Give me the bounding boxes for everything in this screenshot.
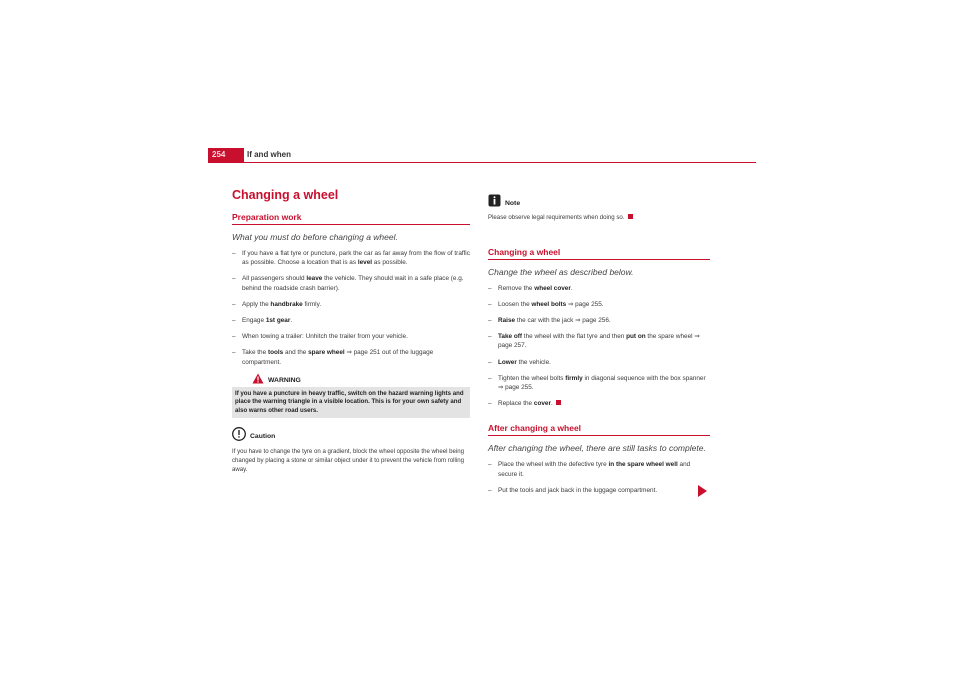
changing-steps (488, 284, 710, 409)
note-text: Please observe legal requirements when doing so. (488, 214, 710, 223)
note-label: Note (505, 199, 521, 207)
section-subtitle: Change the wheel as described below. (488, 266, 634, 277)
next-page-arrow-icon (698, 485, 707, 497)
list-item: – Apply the handbrake firmly. (232, 300, 322, 308)
section-subtitle: After changing the wheel, there are still tasks to complete. (488, 443, 706, 454)
list-item: – Place the wheel with the defective tyre in the spare wheel well and secure it. (488, 461, 691, 478)
list-item: – Take off the wheel with the flat tyre and then put on the spare wheel ⇒ page 257. (488, 333, 700, 350)
list-item: – When towing a trailer: Unhitch the trailer from your vehicle. (232, 333, 408, 341)
left-column (232, 188, 470, 474)
info-note-icon (488, 194, 501, 212)
list-item: – Raise the car with the jack ⇒ page 256. (488, 317, 611, 324)
section-rule (232, 224, 470, 225)
list-item: – Lower the vehicle. (488, 358, 551, 366)
warning-triangle-icon (252, 371, 264, 389)
warning-text: If you have a puncture in heavy traffic, switch on the hazard warning lights and place the warning triangle in a visible location. This is for your own safety and also warns other road users. (232, 387, 470, 419)
warning-label: WARNING (268, 376, 301, 384)
after-steps (488, 460, 710, 495)
page-title: Changing a wheel (232, 188, 339, 202)
list-item: – Loosen the wheel bolts ⇒ page 255. (488, 300, 604, 308)
running-head: If and when (247, 150, 291, 159)
list-item: – Tighten the wheel bolts firmly in diagonal sequence with the box spanner ⇒ page 255. (488, 374, 706, 392)
caution-text: If you have to change the tyre on a gradient, block the wheel opposite the wheel being changed by placing a stone or similar object under it to prevent the vehicle from rolling away. (232, 448, 465, 473)
section-rule (488, 435, 710, 436)
page-number: 254 (208, 148, 244, 162)
note-header (488, 194, 710, 212)
list-item: – All passengers should leave the vehicle. They should wait in a safe place (e.g. behind the roadside crash barrier). (232, 275, 464, 292)
preparation-steps (232, 249, 470, 367)
exclamation-circle-icon (232, 427, 246, 446)
list-item: – If you have a flat tyre or puncture, park the car as far away from the flow of traffic as possible. Choose a location that is as level as possible. (232, 250, 470, 267)
section-subtitle: What you must do before changing a wheel. (232, 232, 398, 242)
list-item: – Engage 1st gear. (232, 317, 293, 325)
end-marker (556, 400, 561, 405)
end-marker (628, 214, 633, 219)
section-title-preparation: Preparation work (232, 212, 302, 222)
header-rule (208, 162, 756, 163)
list-item: – Put the tools and jack back in the luggage compartment. (488, 486, 658, 494)
list-item: – Remove the wheel cover. (488, 284, 573, 292)
section-title-changing: Changing a wheel (488, 246, 561, 257)
caution-header (232, 427, 470, 446)
list-item: – Replace the cover. (488, 399, 710, 408)
section-title-after: After changing a wheel (488, 423, 582, 434)
caution-label: Caution (250, 433, 276, 441)
list-item: – Take the tools and the spare wheel ⇒ page 251 out of the luggage compartment. (232, 349, 434, 366)
right-column (488, 194, 710, 502)
warning-block (232, 374, 470, 419)
section-rule (488, 259, 710, 260)
